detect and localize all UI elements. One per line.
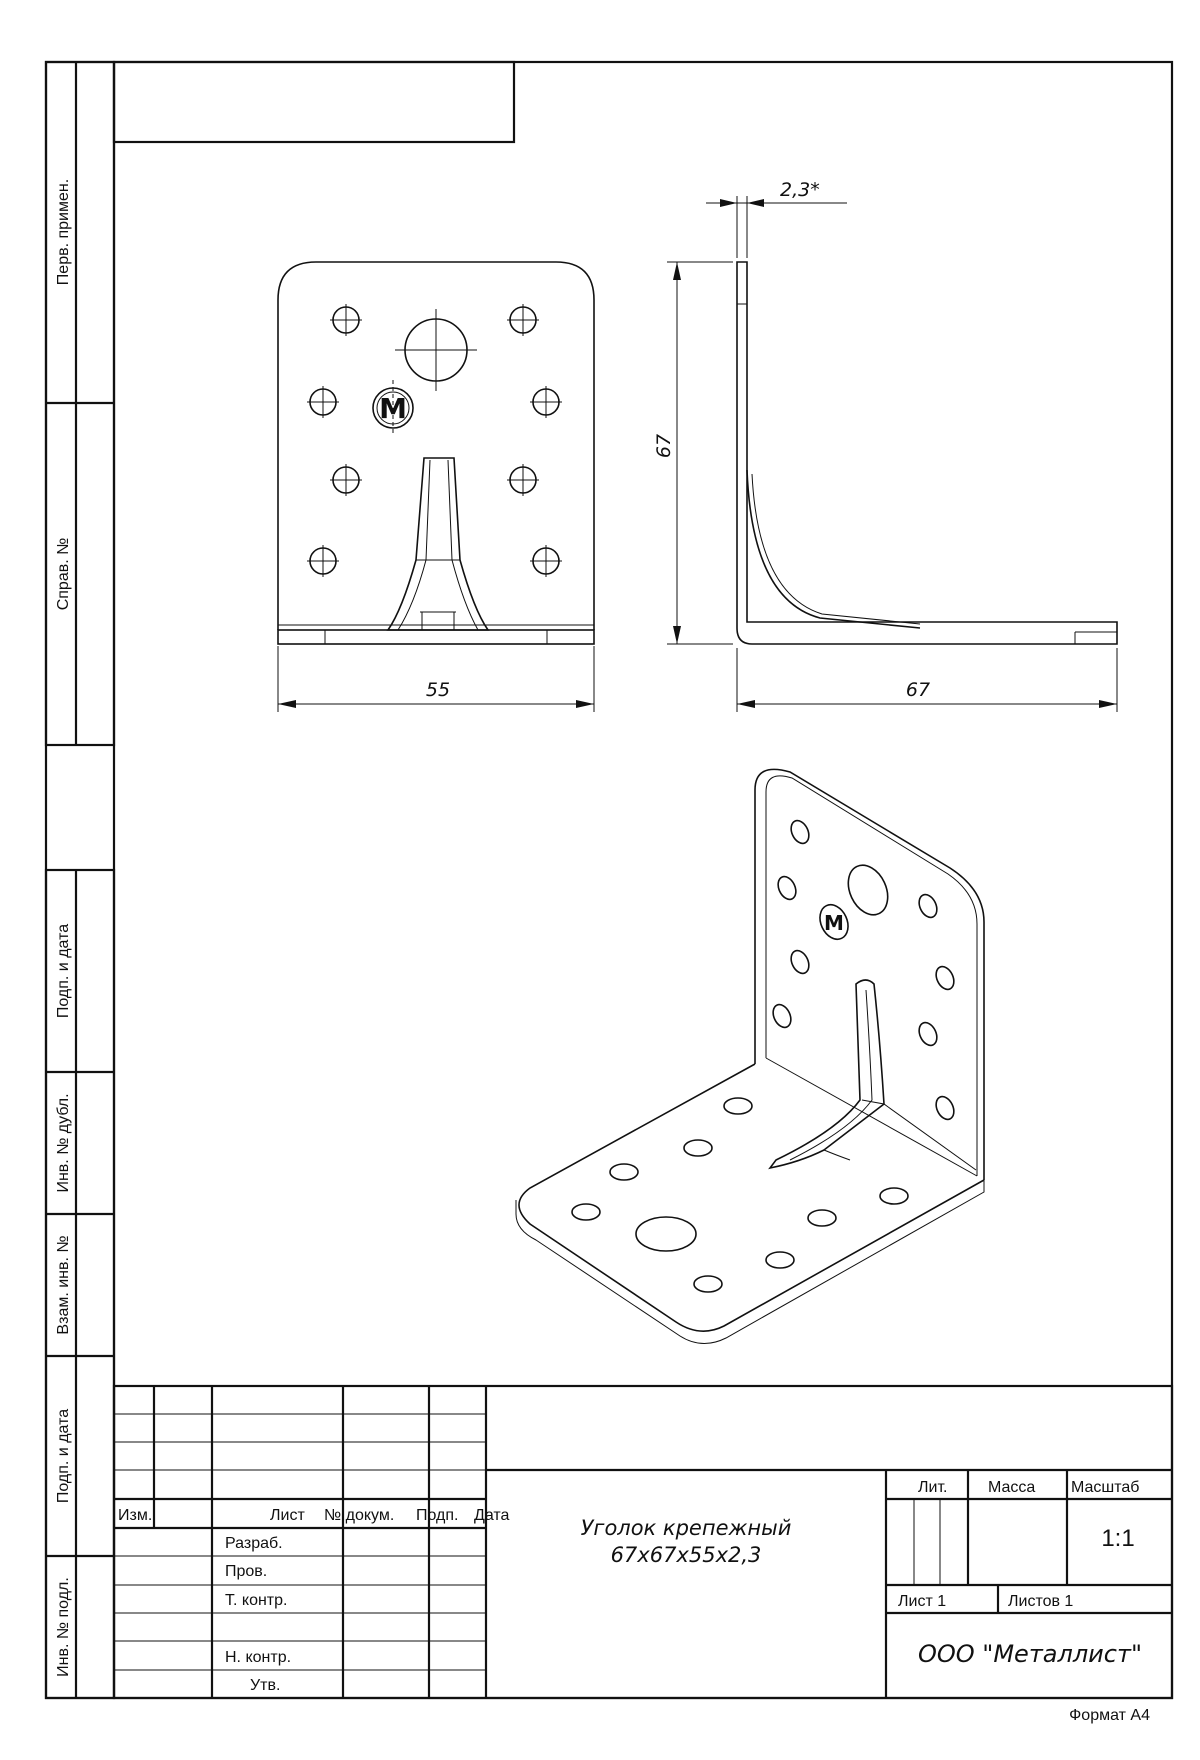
dimension-width-side	[737, 648, 1117, 712]
scale-value: 1:1	[1101, 1525, 1135, 1552]
isometric-view	[516, 769, 984, 1343]
side-label-vzam-inv-no: Взам. инв. №	[55, 1235, 72, 1335]
col-podp: Подп.	[416, 1507, 459, 1524]
label-lit: Лит.	[918, 1479, 948, 1496]
label-sheets-total: Листов 1	[1008, 1593, 1074, 1610]
iso-m-logo	[815, 900, 854, 944]
format-label: Формат А4	[1069, 1707, 1150, 1724]
side-label-perv-primen: Перв. примен.	[55, 178, 72, 286]
dimension-width-front	[278, 646, 594, 712]
row-utv: Утв.	[250, 1677, 281, 1694]
row-t-kontr: Т. контр.	[225, 1592, 288, 1609]
designation-line1: Уголок крепежный	[580, 1516, 792, 1540]
dimension-height	[653, 262, 733, 644]
col-list: Лист	[270, 1507, 305, 1524]
dimension-67-width-label: 67	[905, 679, 931, 701]
row-n-kontr: Н. контр.	[225, 1649, 292, 1666]
side-label-inv-no-podl: Инв. № подл.	[55, 1577, 72, 1677]
m-logo	[373, 380, 413, 436]
title-block	[114, 1386, 1172, 1698]
dimension-thickness-label: 2,3*	[780, 179, 820, 201]
side-label-podp-i-data-top: Подп. и дата	[55, 923, 72, 1019]
label-sheet: Лист 1	[898, 1593, 947, 1610]
logo-letter: M	[379, 392, 407, 425]
side-label-podp-i-data-bottom: Подп. и дата	[55, 1408, 72, 1504]
label-massa: Масса	[988, 1479, 1036, 1496]
col-data: Дата	[474, 1507, 510, 1524]
row-prov: Пров.	[225, 1563, 268, 1580]
dimension-thickness	[706, 179, 847, 258]
iso-logo-letter: M	[824, 911, 844, 935]
iso-holes-vertical	[770, 818, 958, 1123]
organization: ООО "Металлист"	[918, 1640, 1142, 1668]
small-holes	[307, 304, 562, 577]
col-no-dokum: № докум.	[324, 1507, 395, 1524]
side-label-inv-no-dubl: Инв. № дубл.	[55, 1093, 72, 1193]
front-view	[278, 262, 594, 712]
dimension-55-label: 55	[425, 679, 451, 701]
side-label-sprav-no: Справ. №	[55, 537, 72, 611]
iso-holes-base	[572, 1098, 908, 1292]
side-view	[653, 179, 1117, 712]
dimension-67-height-label: 67	[653, 433, 675, 459]
drawing-frame	[46, 62, 1172, 1698]
row-razrab: Разраб.	[225, 1535, 283, 1552]
label-masshtab: Масштаб	[1071, 1479, 1140, 1496]
col-izm: Изм.	[118, 1507, 153, 1524]
top-left-stamp-box	[114, 62, 514, 142]
side-strip	[46, 62, 114, 1698]
designation-line2: 67x67x55x2,3	[610, 1543, 762, 1567]
